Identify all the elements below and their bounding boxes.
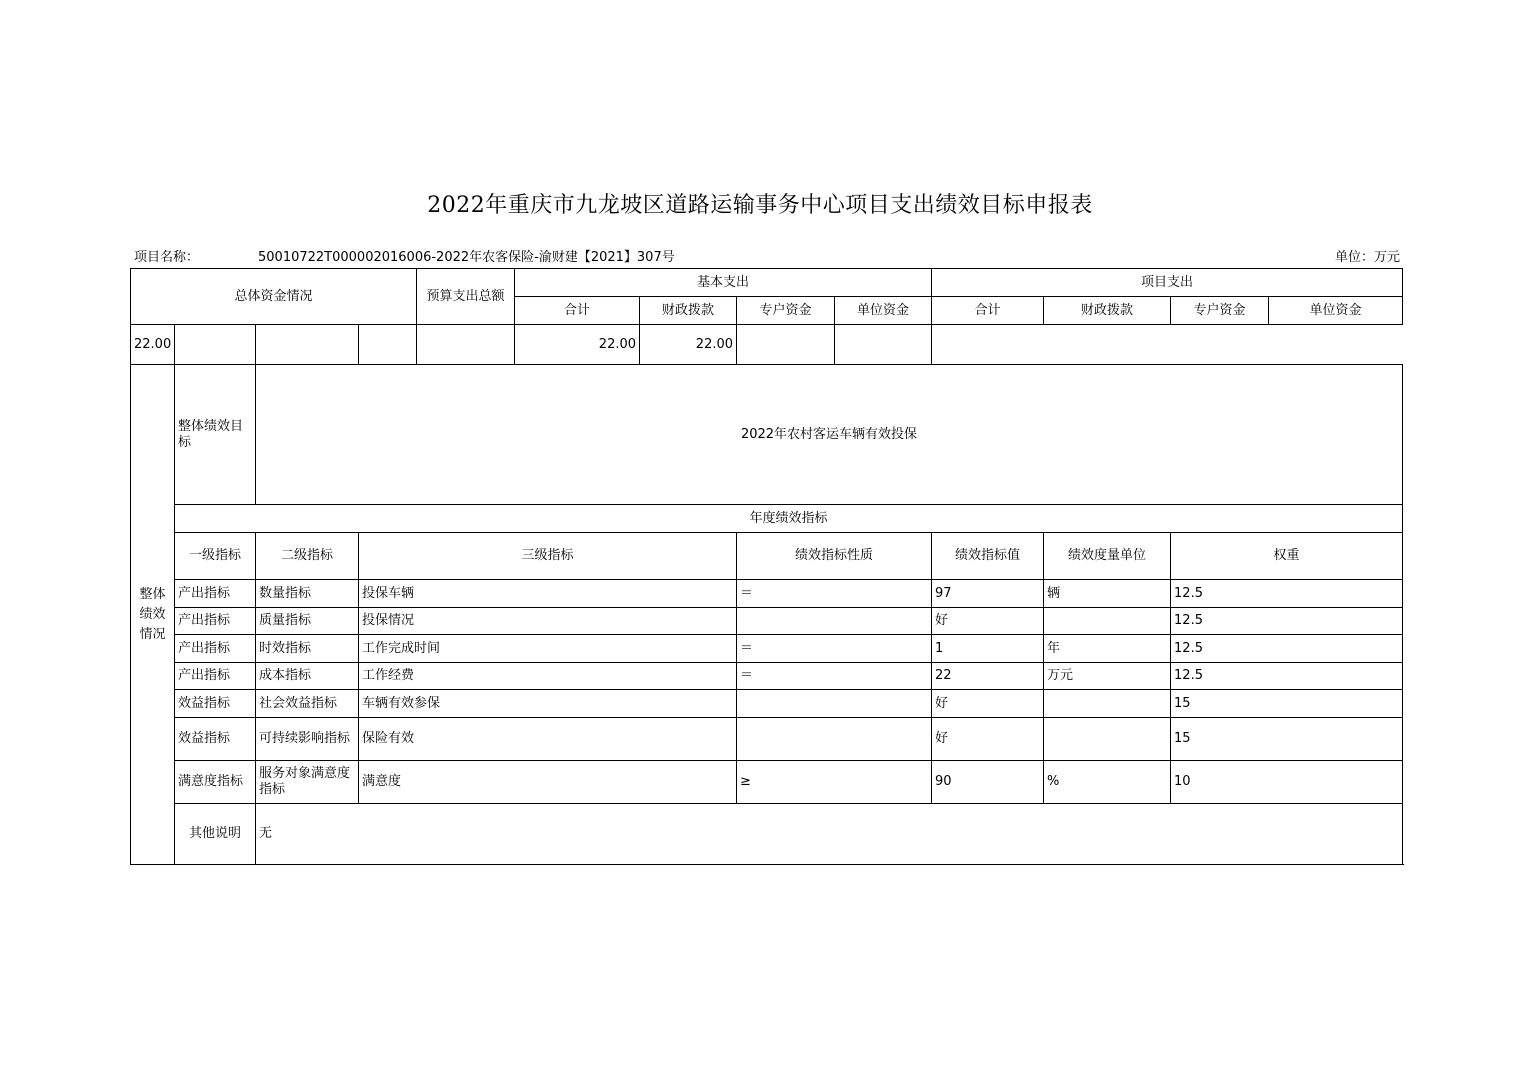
level2-cell: 质量指标 bbox=[256, 608, 359, 635]
nature-cell bbox=[737, 690, 932, 718]
value-header: 绩效指标值 bbox=[932, 533, 1044, 580]
budget-total-header: 预算支出总额 bbox=[417, 269, 515, 325]
level1-cell: 效益指标 bbox=[175, 690, 256, 718]
basic-fiscal-header: 财政拨款 bbox=[640, 297, 737, 325]
value-cell: 97 bbox=[932, 580, 1044, 608]
level2-cell: 成本指标 bbox=[256, 663, 359, 690]
other-notes-text: 无 bbox=[256, 804, 1403, 865]
table-row bbox=[131, 580, 1403, 608]
basic-total-value bbox=[175, 325, 256, 365]
table-row bbox=[131, 663, 1403, 690]
unit-cell: 年 bbox=[1044, 635, 1171, 663]
basic-fiscal-value bbox=[256, 325, 359, 365]
basic-special-header: 专户资金 bbox=[737, 297, 835, 325]
weight-cell: 15 bbox=[1171, 690, 1403, 718]
value-cell: 好 bbox=[932, 690, 1044, 718]
project-total-value: 22.00 bbox=[515, 325, 640, 365]
level2-cell: 数量指标 bbox=[256, 580, 359, 608]
level2-cell: 可持续影响指标 bbox=[256, 718, 359, 761]
nature-cell bbox=[737, 608, 932, 635]
nature-cell bbox=[737, 718, 932, 761]
weight-cell: 12.5 bbox=[1171, 663, 1403, 690]
nature-cell: ＝ bbox=[737, 663, 932, 690]
value-cell: 22 bbox=[932, 663, 1044, 690]
project-name-label: 项目名称： bbox=[134, 250, 200, 265]
level1-header: 一级指标 bbox=[175, 533, 256, 580]
level3-cell: 车辆有效参保 bbox=[359, 690, 737, 718]
value-cell: 90 bbox=[932, 761, 1044, 804]
page-title: 2022年重庆市九龙坡区道路运输事务中心项目支出绩效目标申报表 bbox=[427, 193, 1093, 218]
performance-table bbox=[130, 268, 1403, 865]
other-notes-label: 其他说明 bbox=[175, 804, 256, 865]
project-special-value bbox=[737, 325, 835, 365]
level3-cell: 工作完成时间 bbox=[359, 635, 737, 663]
level1-cell: 产出指标 bbox=[175, 580, 256, 608]
project-expense-header: 项目支出 bbox=[932, 269, 1403, 297]
level3-cell: 满意度 bbox=[359, 761, 737, 804]
level3-cell: 投保车辆 bbox=[359, 580, 737, 608]
project-special-header: 专户资金 bbox=[1171, 297, 1269, 325]
annual-indicators-label: 年度绩效指标 bbox=[175, 505, 1403, 533]
overall-performance-label: 整体绩效情况 bbox=[131, 365, 175, 865]
nature-cell: ＝ bbox=[737, 635, 932, 663]
level1-cell: 产出指标 bbox=[175, 635, 256, 663]
value-cell: 好 bbox=[932, 608, 1044, 635]
level2-cell: 社会效益指标 bbox=[256, 690, 359, 718]
unit-cell: 万元 bbox=[1044, 663, 1171, 690]
unit-cell bbox=[1044, 718, 1171, 761]
level1-cell: 满意度指标 bbox=[175, 761, 256, 804]
table-row bbox=[131, 690, 1403, 718]
project-total-header: 合计 bbox=[932, 297, 1044, 325]
basic-special-value bbox=[359, 325, 417, 365]
overall-goal-text: 2022年农村客运车辆有效投保 bbox=[256, 365, 1403, 505]
table-row bbox=[131, 718, 1403, 761]
level1-cell: 效益指标 bbox=[175, 718, 256, 761]
basic-expense-header: 基本支出 bbox=[515, 269, 932, 297]
project-fiscal-header: 财政拨款 bbox=[1044, 297, 1171, 325]
value-cell: 好 bbox=[932, 718, 1044, 761]
level2-cell: 时效指标 bbox=[256, 635, 359, 663]
basic-unit-value bbox=[417, 325, 515, 365]
unit-cell bbox=[1044, 690, 1171, 718]
nature-cell: ＝ bbox=[737, 580, 932, 608]
basic-unit-header: 单位资金 bbox=[835, 297, 932, 325]
weight-cell: 12.5 bbox=[1171, 608, 1403, 635]
unit-cell: 辆 bbox=[1044, 580, 1171, 608]
weight-cell: 12.5 bbox=[1171, 580, 1403, 608]
level3-cell: 工作经费 bbox=[359, 663, 737, 690]
weight-cell: 10 bbox=[1171, 761, 1403, 804]
project-unit-value bbox=[835, 325, 932, 365]
level1-cell: 产出指标 bbox=[175, 608, 256, 635]
project-unit-header: 单位资金 bbox=[1269, 297, 1403, 325]
level3-header: 三级指标 bbox=[359, 533, 737, 580]
unit-label: 单位：万元 bbox=[1334, 250, 1400, 265]
budget-total-value: 22.00 bbox=[131, 325, 175, 365]
nature-cell: ≥ bbox=[737, 761, 932, 804]
unit-cell: % bbox=[1044, 761, 1171, 804]
project-fiscal-value: 22.00 bbox=[640, 325, 737, 365]
table-row bbox=[131, 635, 1403, 663]
nature-header: 绩效指标性质 bbox=[737, 533, 932, 580]
level2-header: 二级指标 bbox=[256, 533, 359, 580]
unit-cell bbox=[1044, 608, 1171, 635]
weight-header: 权重 bbox=[1171, 533, 1403, 580]
value-cell: 1 bbox=[932, 635, 1044, 663]
weight-cell: 15 bbox=[1171, 718, 1403, 761]
table-row bbox=[131, 608, 1403, 635]
unit-header: 绩效度量单位 bbox=[1044, 533, 1171, 580]
level1-cell: 产出指标 bbox=[175, 663, 256, 690]
overall-goal-label: 整体绩效目标 bbox=[175, 365, 256, 505]
level3-cell: 投保情况 bbox=[359, 608, 737, 635]
basic-total-header: 合计 bbox=[515, 297, 640, 325]
overall-funds-label: 总体资金情况 bbox=[131, 269, 417, 325]
project-name: 50010722T000002016006-2022年农客保险-渝财建【2021】307号 bbox=[258, 250, 675, 265]
table-row bbox=[131, 761, 1403, 804]
weight-cell: 12.5 bbox=[1171, 635, 1403, 663]
level3-cell: 保险有效 bbox=[359, 718, 737, 761]
level2-cell: 服务对象满意度指标 bbox=[256, 761, 359, 804]
